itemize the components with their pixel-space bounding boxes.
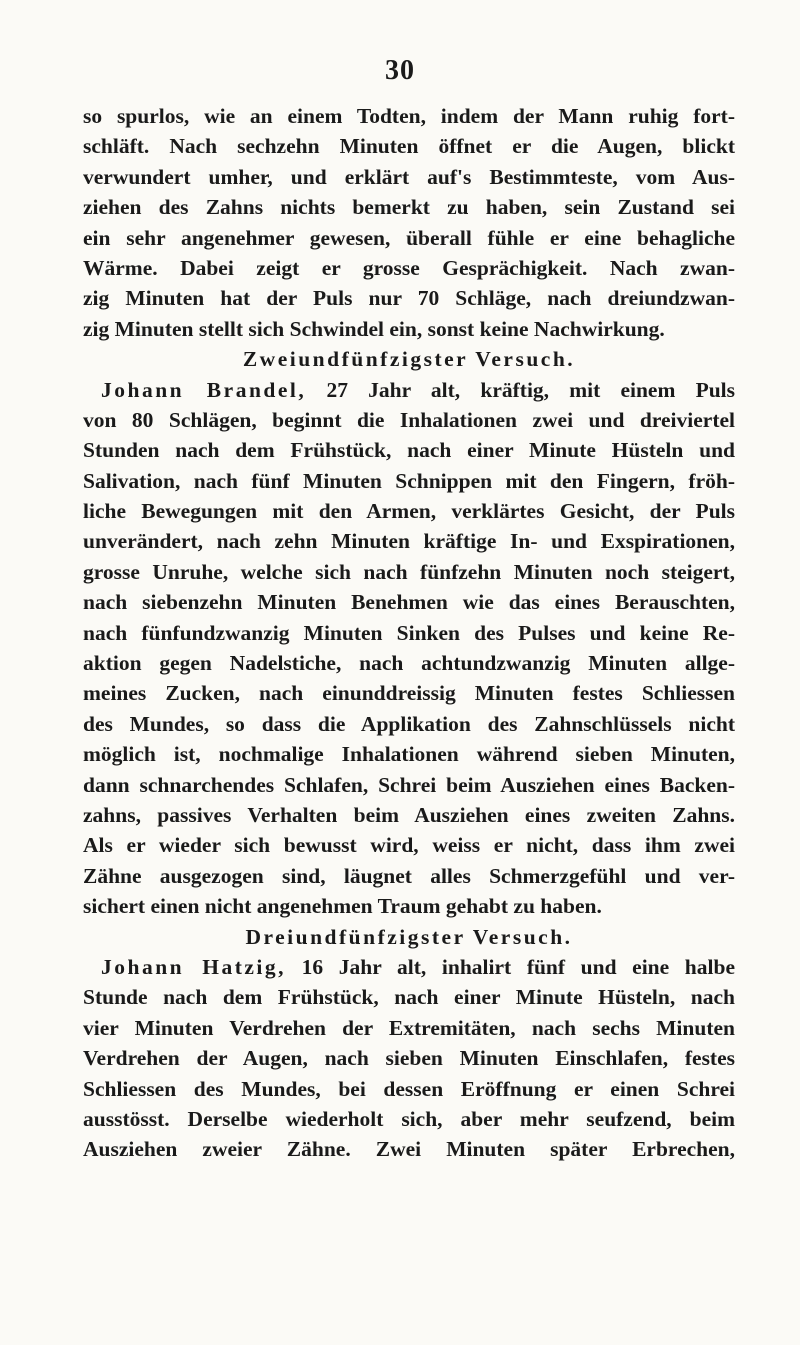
text-line: möglich ist, nochmalige Inhalationen während sieben Minuten, [83, 742, 735, 767]
text-fragment: 16 Jahr alt, inhalirt fünf und eine halbe [286, 954, 735, 979]
text-line [83, 952, 735, 982]
text-line: nach fünfundzwanzig Minuten Sinken des Pulses und keine Re- [83, 620, 735, 645]
text-line [83, 375, 735, 405]
text-line: Zähne ausgezogen sind, läugnet alles Schmerzgefühl und ver- [83, 863, 735, 888]
text-line: schläft. Nach sechzehn Minuten öffnet er die Augen, blickt [83, 134, 735, 159]
text-line: ausstösst. Derselbe wiederholt sich, aber mehr seufzend, beim [83, 1106, 735, 1131]
person-name: Johann Brandel, [101, 377, 307, 402]
text-line: zig Minuten hat der Puls nur 70 Schläge, nach dreiundzwan- [83, 286, 735, 311]
text-line: meines Zucken, nach einunddreissig Minuten festes Schliessen [83, 681, 735, 706]
text-line: liche Bewegungen mit den Armen, verklärtes Gesicht, der Puls [83, 499, 735, 524]
text-line: des Mundes, so dass die Applikation des Zahnschlüssels nicht [83, 711, 735, 736]
text-line: Ausziehen zweier Zähne. Zwei Minuten später Erbrechen, [83, 1137, 735, 1162]
text-line: Schliessen des Mundes, bei dessen Eröffnung er einen Schrei [83, 1076, 735, 1101]
text-line: dann schnarchendes Schlafen, Schrei beim Ausziehen eines Backen- [83, 772, 735, 797]
person-name: Johann Hatzig, [101, 954, 287, 979]
paragraph-experiment-53 [83, 952, 735, 1165]
text-line: zahns, passives Verhalten beim Ausziehen eines zweiten Zahns. [83, 802, 735, 827]
text-line: so spurlos, wie an einem Todten, indem der Mann ruhig fort- [83, 104, 735, 128]
text-line: unverändert, nach zehn Minuten kräftige In- und Exspirationen, [83, 529, 735, 554]
text-line: Als er wieder sich bewusst wird, weiss er nicht, dass ihm zwei [83, 833, 735, 858]
text-line: aktion gegen Nadelstiche, nach achtundzwanzig Minuten allge- [83, 651, 735, 676]
text-line: ein sehr angenehmer gewesen, überall fühle er eine behagliche [83, 225, 735, 250]
text-fragment: 27 Jahr alt, kräftig, mit einem Puls [306, 377, 735, 402]
text-line: grosse Unruhe, welche sich nach fünfzehn Minuten noch steigert, [83, 559, 735, 584]
text-line: von 80 Schlägen, beginnt die Inhalationen zwei und dreiviertel [83, 407, 735, 432]
text-line: nach siebenzehn Minuten Benehmen wie das eines Berauschten, [83, 590, 735, 615]
paragraph-experiment-52 [83, 375, 735, 922]
text-line: zig Minuten stellt sich Schwindel ein, sonst keine Nachwirkung. [83, 316, 665, 341]
text-line: Wärme. Dabei zeigt er grosse Gesprächigkeit. Nach zwan- [83, 255, 735, 280]
paragraph-continuation [83, 101, 735, 344]
section-heading-52: Zweiundfünfzigster Versuch. [242, 347, 576, 372]
section-heading-53: Dreiundfünfzigster Versuch. [245, 924, 573, 949]
text-line: Stunden nach dem Frühstück, nach einer Minute Hüsteln und [83, 438, 735, 463]
text-line: verwundert umher, und erklärt auf's Bestimmteste, vom Aus- [83, 164, 735, 189]
body-text [83, 101, 735, 1165]
text-line: Verdrehen der Augen, nach sieben Minuten Einschlafen, festes [83, 1046, 735, 1071]
text-line: ziehen des Zahns nichts bemerkt zu haben, sein Zustand sei [83, 195, 735, 220]
text-line: vier Minuten Verdrehen der Extremitäten, nach sechs Minuten [83, 1015, 735, 1040]
page-number: 30 [385, 55, 415, 86]
text-line: Stunde nach dem Frühstück, nach einer Minute Hüsteln, nach [83, 985, 735, 1010]
text-line: Salivation, nach fünf Minuten Schnippen mit den Fingern, fröh- [83, 468, 735, 493]
text-line: sichert einen nicht angenehmen Traum gehabt zu haben. [83, 894, 602, 919]
